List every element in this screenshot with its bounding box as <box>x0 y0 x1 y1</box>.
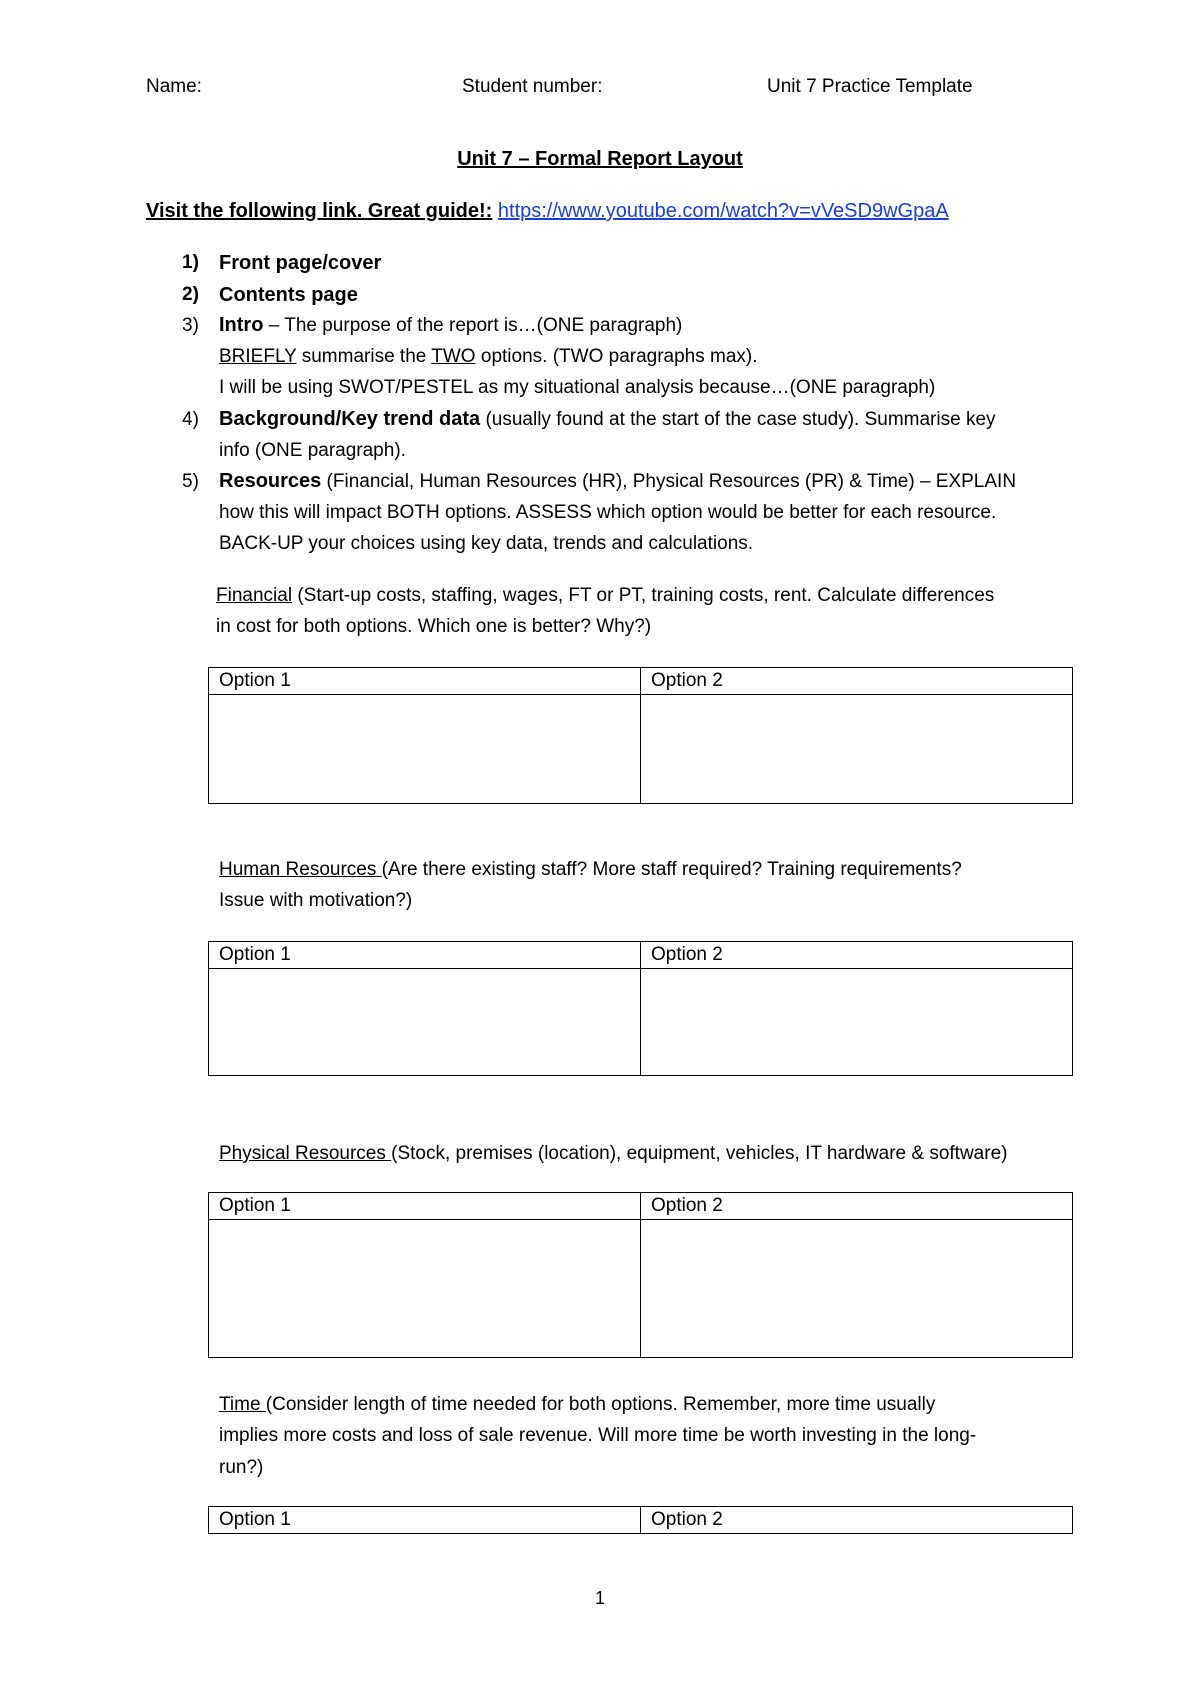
intro-text: – The purpose of the report is…(ONE paragraph) <box>263 315 683 336</box>
summarise-text: summarise the <box>296 346 432 367</box>
hr-option1-header: Option 1 <box>209 942 641 969</box>
visit-label: Visit the following link. Great guide!: <box>146 200 493 222</box>
page-title: Unit 7 – Formal Report Layout <box>457 148 743 170</box>
intro-line-2 <box>219 346 758 368</box>
physical-text: (Stock, premises (location), equipment, vehicles, IT hardware & software) <box>391 1143 1008 1164</box>
list-number-2: 2) <box>182 284 199 305</box>
financial-option2-header: Option 2 <box>641 668 1073 695</box>
list-number-4: 4) <box>182 409 199 430</box>
physical-line-1 <box>219 1143 1007 1165</box>
physical-table <box>208 1192 1073 1358</box>
list-item-resources <box>219 470 1016 493</box>
hr-option2-header: Option 2 <box>641 942 1073 969</box>
financial-table <box>208 667 1073 804</box>
list-item-intro <box>219 314 682 337</box>
resources-text: (Financial, Human Resources (HR), Physical Resources (PR) & Time) – EXPLAIN <box>321 471 1017 492</box>
time-option1-header: Option 1 <box>209 1507 641 1534</box>
visit-line <box>146 200 949 223</box>
options-text: options. (TWO paragraphs max). <box>475 346 758 367</box>
list-item-front-page: Front page/cover <box>219 252 382 274</box>
financial-option2-cell[interactable] <box>641 695 1073 804</box>
list-number-3: 3) <box>182 315 199 336</box>
physical-option2-cell[interactable] <box>641 1220 1073 1358</box>
page-number: 1 <box>594 1588 605 1608</box>
background-heading: Background/Key trend data <box>219 408 481 430</box>
physical-heading: Physical Resources <box>219 1143 392 1164</box>
two-text: TWO <box>431 346 476 367</box>
list-number-1: 1) <box>182 252 199 273</box>
time-table <box>208 1506 1073 1534</box>
financial-heading: Financial <box>216 585 293 606</box>
briefly-text: BRIEFLY <box>219 346 297 367</box>
resources-line-3: BACK-UP your choices using key data, trends and calculations. <box>219 533 754 554</box>
time-line-1 <box>219 1394 935 1416</box>
physical-option1-header: Option 1 <box>209 1193 641 1220</box>
resources-heading: Resources <box>219 470 322 492</box>
financial-line-2: in cost for both options. Which one is better? Why?) <box>216 616 652 637</box>
intro-heading: Intro <box>219 314 264 336</box>
hr-option1-cell[interactable] <box>209 969 641 1076</box>
financial-text: (Start-up costs, staffing, wages, FT or PT, training costs, rent. Calculate differences <box>292 585 995 606</box>
background-text: (usually found at the start of the case study). Summarise key <box>480 409 996 430</box>
hr-line-2: Issue with motivation?) <box>219 890 413 911</box>
time-text: (Consider length of time needed for both options. Remember, more time usually <box>265 1394 936 1415</box>
name-label: Name: <box>146 76 202 97</box>
hr-line-1 <box>219 859 962 881</box>
hr-option2-cell[interactable] <box>641 969 1073 1076</box>
youtube-link[interactable]: https://www.youtube.com/watch?v=vVeSD9wGpaA <box>497 200 949 222</box>
financial-option1-header: Option 1 <box>209 668 641 695</box>
time-line-2: implies more costs and loss of sale revenue. Will more time be worth investing in the long- <box>219 1425 977 1446</box>
financial-line-1 <box>216 585 994 607</box>
background-line-2: info (ONE paragraph). <box>219 440 406 461</box>
time-line-3: run?) <box>219 1457 264 1478</box>
hr-heading: Human Resources <box>219 859 382 880</box>
physical-option2-header: Option 2 <box>641 1193 1073 1220</box>
hr-text: (Are there existing staff? More staff required? Training requirements? <box>381 859 962 880</box>
list-number-5: 5) <box>182 471 199 492</box>
intro-line-3: I will be using SWOT/PESTEL as my situational analysis because…(ONE paragraph) <box>219 377 936 398</box>
list-item-background <box>219 408 996 431</box>
list-item-contents-page: Contents page <box>219 284 358 306</box>
resources-line-2: how this will impact BOTH options. ASSESS which option would be better for each resource. <box>219 502 997 523</box>
physical-option1-cell[interactable] <box>209 1220 641 1358</box>
time-option2-header: Option 2 <box>641 1507 1073 1534</box>
student-number-label: Student number: <box>462 76 603 97</box>
financial-option1-cell[interactable] <box>209 695 641 804</box>
template-label: Unit 7 Practice Template <box>767 76 973 97</box>
hr-table <box>208 941 1073 1076</box>
time-heading: Time <box>219 1394 266 1415</box>
